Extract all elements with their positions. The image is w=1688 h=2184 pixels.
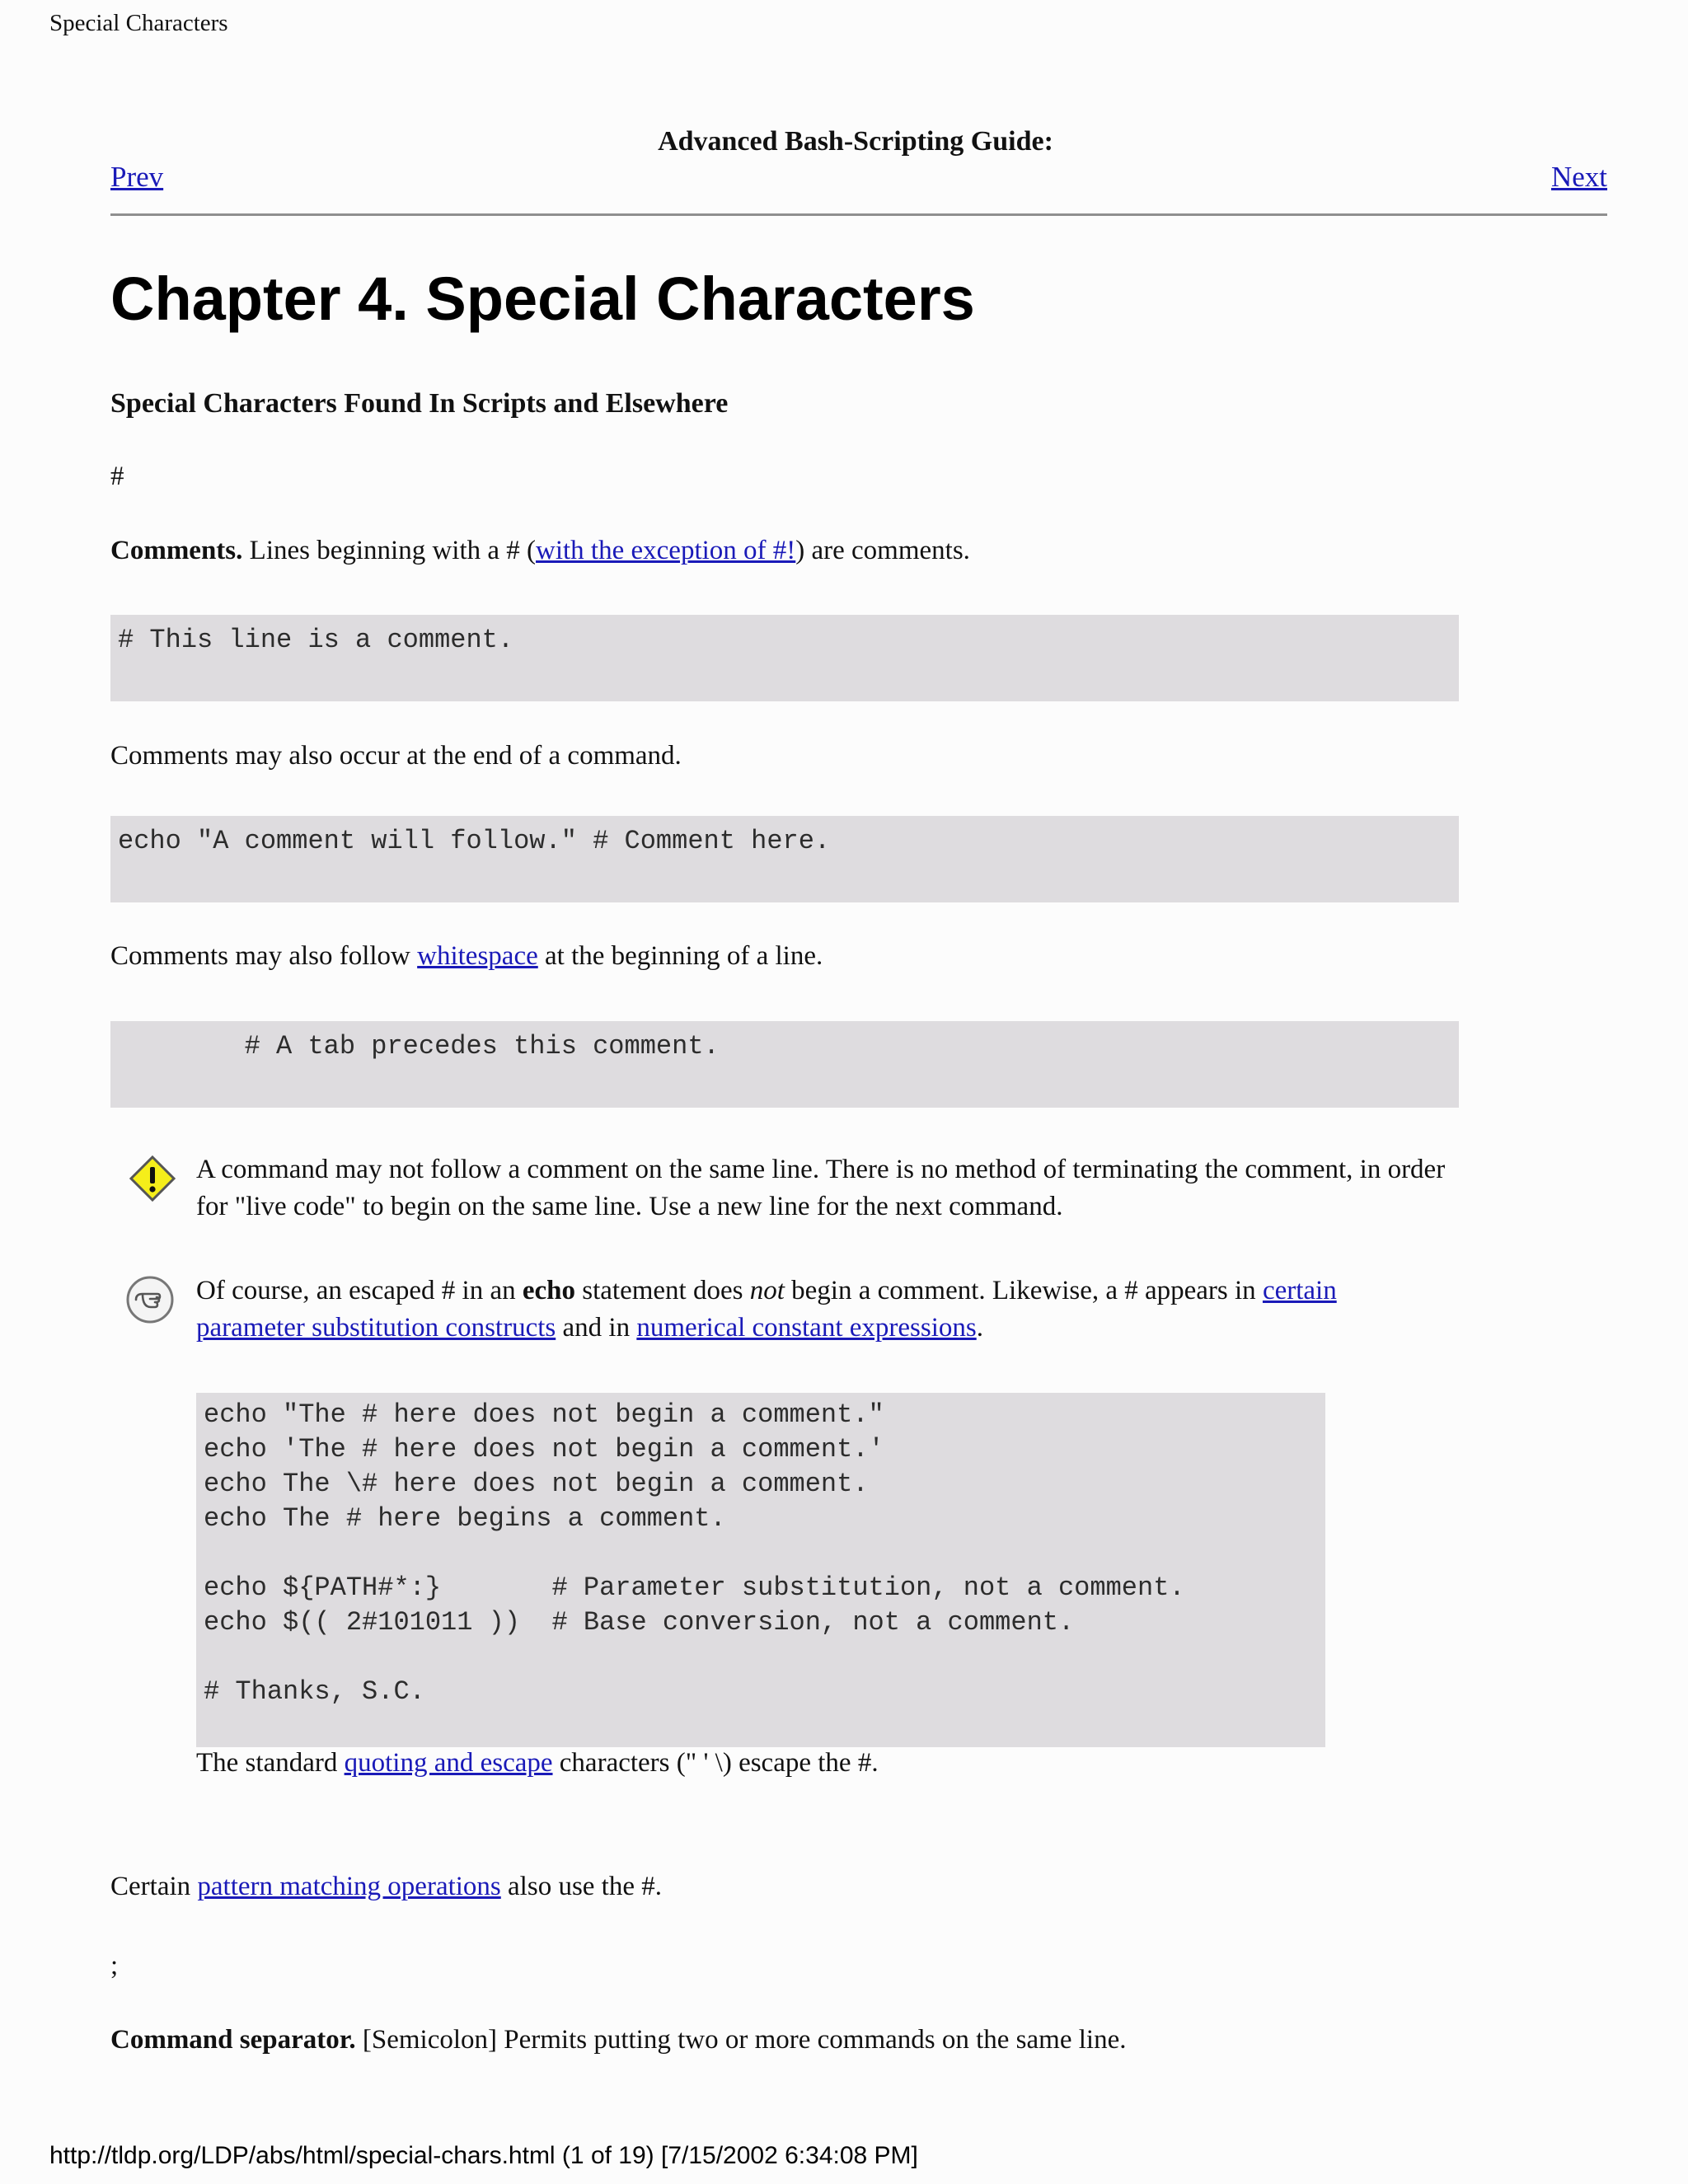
whitespace-text-after: at the beginning of a line.	[537, 941, 823, 971]
note-text-2: statement does	[575, 1276, 750, 1305]
comments-term: Comments.	[110, 536, 243, 565]
note-echo: echo	[522, 1276, 575, 1305]
command-separator-desc: [Semicolon] Permits putting two or more commands on the same line.	[355, 2025, 1127, 2055]
note-not: not	[749, 1276, 785, 1305]
page-footer-url: http://tldp.org/LDP/abs/html/special-chars.html (1 of 19) [7/15/2002 6:34:08 PM]	[49, 2142, 918, 2169]
running-head: Special Characters	[49, 10, 228, 36]
end-of-command-paragraph: Comments may also occur at the end of a command.	[110, 741, 682, 771]
note-text-3: begin a comment. Likewise, a # appears in	[784, 1276, 1263, 1305]
comments-paragraph	[110, 533, 970, 569]
numerical-constants-link[interactable]: numerical constant expressions	[636, 1313, 977, 1343]
note-text-5: .	[976, 1313, 983, 1343]
pattern-text-before: Certain	[110, 1872, 198, 1901]
comments-desc-after: ) are comments.	[795, 536, 970, 565]
quoting-text-before: The standard	[196, 1748, 345, 1778]
section-title: Special Characters Found In Scripts and Elsewhere	[110, 388, 729, 419]
pattern-text-after: also use the #.	[500, 1872, 662, 1901]
quoting-text-after: characters (" ' \) escape the #.	[552, 1748, 879, 1778]
whitespace-paragraph	[110, 939, 823, 974]
semicolon-symbol: ;	[110, 1951, 119, 1980]
note-text-1: Of course, an escaped # in an	[196, 1276, 523, 1305]
note-text-4: and in	[556, 1313, 637, 1343]
code-block-tab-comment: # A tab precedes this comment.	[110, 1021, 1459, 1108]
pattern-matching-link[interactable]: pattern matching operations	[197, 1872, 501, 1901]
note-text	[196, 1272, 1449, 1347]
command-separator-paragraph	[110, 2022, 1126, 2058]
code-block-comment: # This line is a comment.	[110, 615, 1459, 701]
code-block-escaped-hash: echo "The # here does not begin a comment." echo 'The # here does not begin a comment.' echo The \# here does not begin a comment. echo The # here begins a comment. echo ${PATH#*:} # Parameter substitution, not a comment. echo $(( 2#101011 )) # Base conversion, not a comment. # Thanks, S.C.	[196, 1393, 1325, 1747]
prev-link[interactable]: Prev	[110, 161, 164, 193]
quoting-escape-link[interactable]: quoting and escape	[344, 1748, 553, 1778]
parameter-substitution-link[interactable]: certain parameter substitution constructs	[196, 1276, 1337, 1343]
hash-symbol: #	[110, 462, 124, 491]
whitespace-text-before: Comments may also follow	[110, 941, 418, 971]
guide-title: Advanced Bash-Scripting Guide:	[658, 126, 1053, 157]
next-link[interactable]: Next	[1551, 161, 1608, 193]
whitespace-link[interactable]: whitespace	[417, 941, 538, 971]
nav-divider	[110, 213, 1607, 216]
warning-icon	[128, 1154, 177, 1203]
chapter-title: Chapter 4. Special Characters	[110, 265, 975, 333]
hashbang-exception-link[interactable]: with the exception of #!	[536, 536, 796, 565]
caution-text: A command may not follow a comment on the same line. There is no method of terminating the comment, in order for "live code" to begin on the same line. Use a new line for the next command.	[196, 1155, 1446, 1221]
code-block-echo-comment: echo "A comment will follow." # Comment here.	[110, 816, 1459, 902]
comments-desc-before: Lines beginning with a # (	[242, 536, 537, 565]
pointing-hand-icon	[125, 1275, 175, 1324]
quoting-paragraph	[196, 1746, 879, 1781]
pattern-matching-paragraph	[110, 1869, 662, 1905]
command-separator-term: Command separator.	[110, 2025, 356, 2055]
